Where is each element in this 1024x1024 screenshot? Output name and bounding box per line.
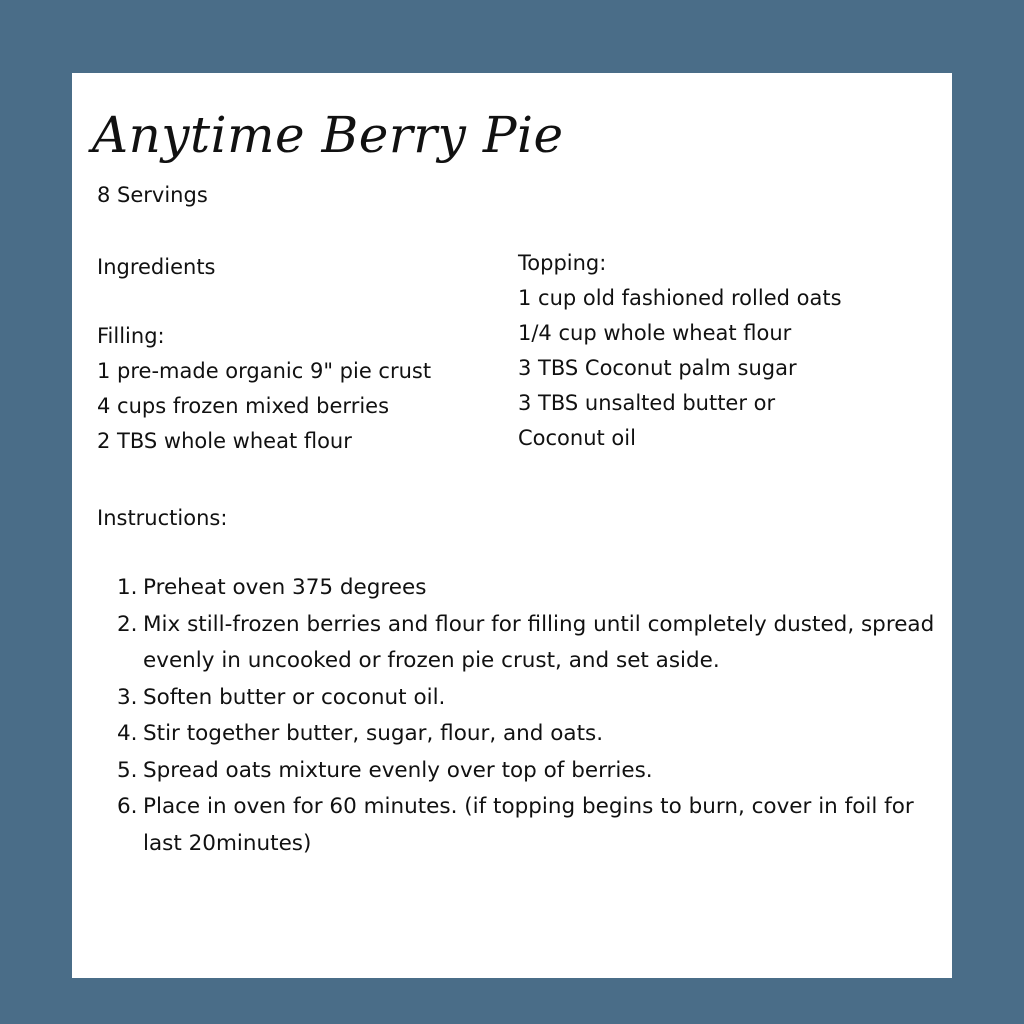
filling-item: 2 TBS whole wheat flour xyxy=(97,429,352,453)
step-text: Place in oven for 60 minutes. (if topping begins to burn, cover in foil for last 20minutes) xyxy=(143,794,914,856)
recipe-card xyxy=(72,73,952,978)
step-text: Spread oats mixture evenly over top of berries. xyxy=(143,757,653,783)
topping-heading: Topping: xyxy=(518,251,607,275)
instruction-step xyxy=(117,716,937,753)
step-text: Mix still-frozen berries and flour for filling until completely dusted, spread evenly in uncooked or frozen pie crust, and set aside. xyxy=(143,611,935,673)
filling-heading: Filling: xyxy=(97,324,165,348)
step-text: Soften butter or coconut oil. xyxy=(143,684,446,710)
topping-item: 3 TBS Coconut palm sugar xyxy=(518,356,797,380)
topping-item: 3 TBS unsalted butter or xyxy=(518,391,776,415)
step-number: 5. xyxy=(117,757,138,783)
filling-item: 4 cups frozen mixed berries xyxy=(97,394,390,418)
recipe-title: Anytime Berry Pie xyxy=(92,106,564,164)
step-number: 1. xyxy=(117,575,138,600)
servings-text: 8 Servings xyxy=(97,183,208,207)
step-text: Preheat oven 375 degrees xyxy=(143,575,427,600)
filling-item: 1 pre-made organic 9" pie crust xyxy=(97,359,432,383)
topping-item: 1 cup old fashioned rolled oats xyxy=(518,286,842,310)
instruction-step xyxy=(117,680,937,717)
step-number: 4. xyxy=(117,721,138,746)
topping-section xyxy=(518,246,842,456)
step-number: 2. xyxy=(117,611,138,637)
step-text: Stir together butter, sugar, flour, and oats. xyxy=(143,721,604,746)
instructions-heading: Instructions: xyxy=(97,506,228,530)
topping-item: Coconut oil xyxy=(518,426,636,450)
instruction-step xyxy=(117,570,937,607)
instruction-step xyxy=(117,789,937,862)
step-number: 3. xyxy=(117,684,138,710)
instructions-list xyxy=(117,570,937,862)
filling-section xyxy=(97,319,431,459)
instruction-step xyxy=(117,753,937,790)
instruction-step xyxy=(117,607,937,680)
ingredients-heading: Ingredients xyxy=(97,255,216,279)
topping-item: 1/4 cup whole wheat flour xyxy=(518,321,792,345)
step-number: 6. xyxy=(117,794,138,819)
